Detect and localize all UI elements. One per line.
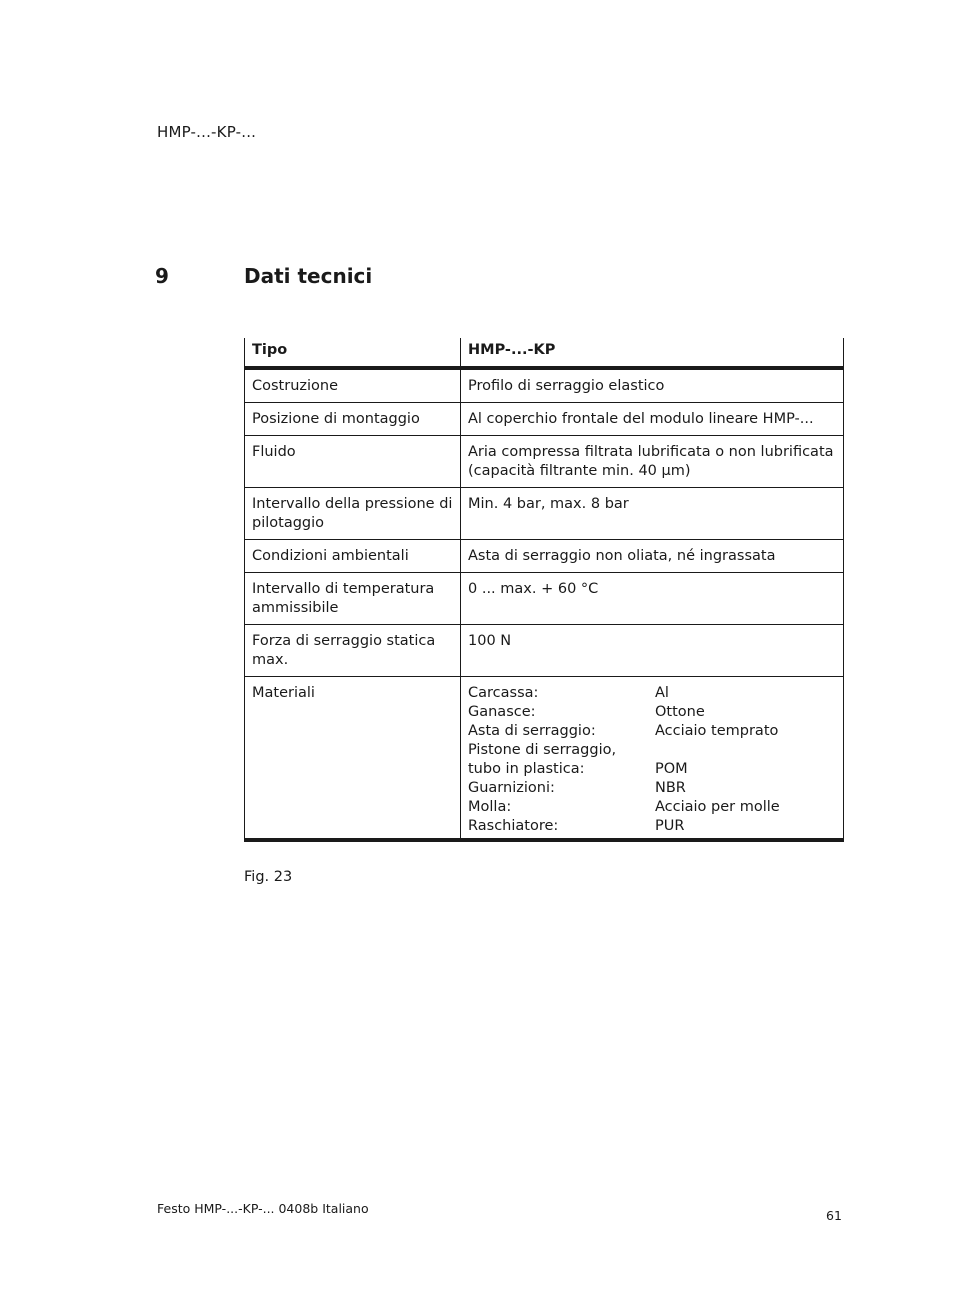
row-label: Forza di serraggio statica max. — [245, 625, 461, 677]
row-label: Fluido — [245, 436, 461, 488]
row-value: 0 ... max. + 60 °C — [461, 573, 844, 625]
material-part: Asta di serraggio: — [468, 723, 596, 739]
figure-caption: Fig. 23 — [244, 869, 293, 885]
table-row — [245, 488, 844, 540]
table-row — [245, 403, 844, 436]
material-value: POM — [655, 761, 688, 777]
material-part: Pistone di serraggio, — [468, 742, 617, 758]
row-value: Min. 4 bar, max. 8 bar — [461, 488, 844, 540]
material-value: Al — [655, 685, 669, 701]
section-title: Dati tecnici — [244, 264, 373, 288]
material-part: Guarnizioni: — [468, 780, 555, 796]
header-model: HMP-...-KP — [461, 338, 844, 368]
material-part: Ganasce: — [468, 704, 536, 720]
material-value: Acciaio per molle — [655, 799, 780, 815]
header-type: Tipo — [245, 338, 461, 368]
row-value: Profilo di serraggio elastico — [461, 368, 844, 403]
footer-document-info: Festo HMP-...-KP-... 0408b Italiano — [157, 1201, 369, 1216]
material-value: NBR — [655, 780, 686, 796]
row-label: Materiali — [245, 677, 461, 841]
row-value: Asta di serraggio non oliata, né ingrassata — [461, 540, 844, 573]
material-part: Molla: — [468, 799, 512, 815]
technical-data-table — [244, 338, 844, 842]
row-value: Aria compressa filtrata lubrificata o non lubrificata (capacità filtrante min. 40 µm) — [461, 436, 844, 488]
row-label: Condizioni ambientali — [245, 540, 461, 573]
material-part: tubo in plastica: — [468, 761, 585, 777]
table-header-row — [245, 338, 844, 368]
material-value: PUR — [655, 818, 685, 834]
row-label: Intervallo della pressione di pilotaggio — [245, 488, 461, 540]
table-row — [245, 368, 844, 403]
page-number: 61 — [826, 1208, 842, 1223]
row-value: 100 N — [461, 625, 844, 677]
table-row — [245, 436, 844, 488]
section-number: 9 — [155, 264, 169, 288]
running-header: HMP-...-KP-... — [157, 123, 257, 141]
material-part: Raschiatore: — [468, 818, 559, 834]
table-row — [245, 625, 844, 677]
material-part: Carcassa: — [468, 685, 539, 701]
row-label: Costruzione — [245, 368, 461, 403]
materials-list — [461, 677, 844, 841]
table-row — [245, 540, 844, 573]
row-value: Al coperchio frontale del modulo lineare HMP-... — [461, 403, 844, 436]
row-label: Intervallo di temperatura ammissibile — [245, 573, 461, 625]
material-value — [655, 741, 836, 760]
material-value: Acciaio temprato — [655, 723, 779, 739]
row-label: Posizione di montaggio — [245, 403, 461, 436]
table-row-materials — [245, 677, 844, 841]
material-value: Ottone — [655, 704, 705, 720]
table-row — [245, 573, 844, 625]
